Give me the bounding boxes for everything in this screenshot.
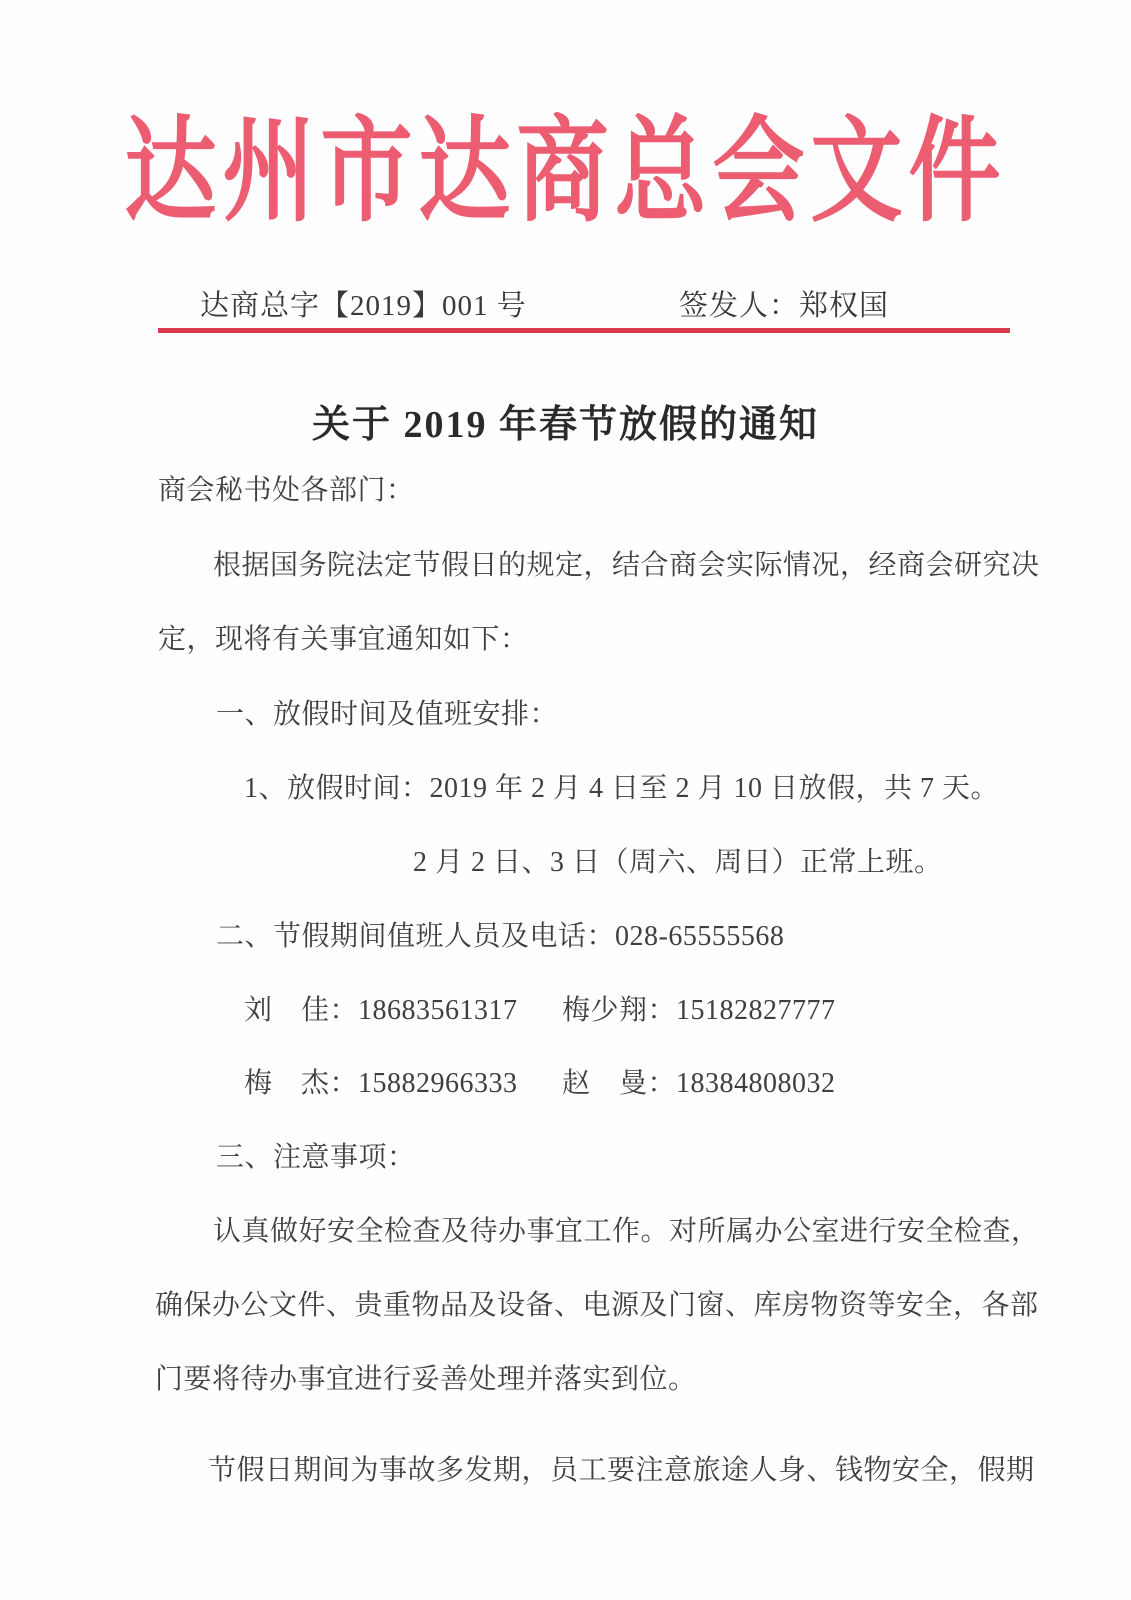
body-line: 定，现将有关事宜通知如下： <box>158 624 529 655</box>
body-line: 门要将待办事宜进行妥善处理并落实到位。 <box>155 1364 697 1395</box>
issuer-label: 签发人： <box>679 290 800 322</box>
body-line: 确保办公文件、贵重物品及设备、电源及门窗、库房物资等安全，各部 <box>155 1290 1039 1321</box>
red-divider-line <box>158 328 1010 333</box>
body-line: 梅少翔：15182827777 <box>562 995 836 1026</box>
body-line: 赵 曼：18384808032 <box>562 1068 836 1099</box>
document-number: 达商总字【2019】001 号 <box>200 290 527 322</box>
body-line: 节假日期间为事故多发期，员工要注意旅途人身、钱物安全，假期 <box>208 1455 1035 1486</box>
body-line: 刘 佳：18683561317 <box>244 995 518 1026</box>
body-line: 认真做好安全检查及待办事宜工作。对所属办公室进行安全检查， <box>213 1216 1040 1247</box>
body-line: 2 月 2 日、3 日（周六、周日）正常上班。 <box>413 847 943 878</box>
issuer <box>679 283 889 324</box>
body-line: 一、放假时间及值班安排： <box>216 699 559 730</box>
issuer-name: 郑权国 <box>799 290 890 322</box>
body-line: 三、注意事项： <box>216 1142 416 1173</box>
body-line: 1、放假时间：2019 年 2 月 4 日至 2 月 10 日放假，共 7 天。 <box>244 773 1000 804</box>
body-line: 根据国务院法定节假日的规定，结合商会实际情况，经商会研究决 <box>213 550 1040 581</box>
body-line: 梅 杰：15882966333 <box>244 1068 518 1099</box>
document-meta-row <box>0 283 1131 323</box>
letterhead-title: 达州市达商总会文件 <box>124 108 1007 236</box>
body-line: 二、节假期间值班人员及电话：028-65555568 <box>216 921 785 952</box>
body-line: 商会秘书处各部门： <box>158 475 415 506</box>
document-title: 关于 2019 年春节放假的通知 <box>311 404 819 446</box>
